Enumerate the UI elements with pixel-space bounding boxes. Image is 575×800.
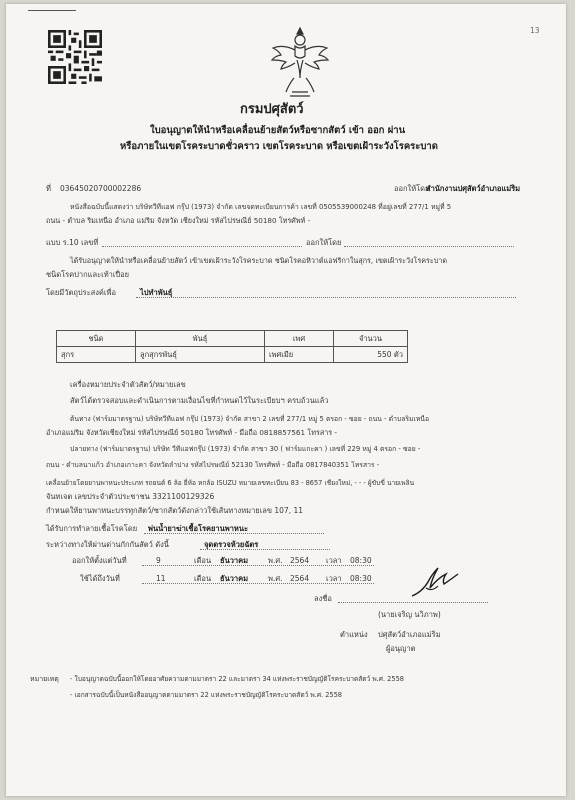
table-header-row [57,331,408,347]
position-value: ปศุสัตว์อำเภอแม่ริม [378,630,441,639]
document-title-line-1: ใบอนุญาตให้นำหรือเคลื่อนย้ายสัตว์หรือซากสัตว์ เข้า ออก ผ่าน [150,125,406,136]
valid-to-month-label: เดือน [194,574,212,583]
origin-line-2: อำเภอแม่ริม จังหวัดเชียงใหม่ รหัสไปรษณีย์ 50180 โทรศัพท์ - มือถือ 0818857561 โทรสาร - [46,428,337,437]
valid-from-year: 2564 [290,556,310,565]
notes-label: หมายเหตุ [30,675,59,683]
garuda-emblem-icon [268,22,332,102]
valid-from-time-label: เวลา [326,556,342,565]
animal-count: 550 ตัว [334,347,408,363]
note-item-2: - เอกสารฉบับนี้เป็นหนังสืออนุญาตตามมาตรา 22 แห่งพระราชบัญญัติโรคระบาดสัตว์ พ.ศ. 2558 [70,691,343,699]
valid-to-month: ธันวาคม [220,574,249,583]
qr-code [48,30,102,84]
valid-to-time-label: เวลา [326,574,342,583]
disinfect-label: ได้รับการทำลายเชื้อโรคโดย [46,524,138,533]
mark-line: เครื่องหมายประจำตัวสัตว์/หมายเลข [70,380,186,389]
signer-role: ผู้อนุญาต [386,644,416,653]
valid-from-year-label: พ.ศ. [268,556,283,565]
destination-line-2: ถนน - ตำบลนาแก้ว อำเภอเกาะคา จังหวัดลำปาง รหัสไปรษณีย์ 52130 โทรศัพท์ - มือถือ 0817840351 โทรสาร - [46,461,380,469]
permission-line: ได้รับอนุญาตให้นำหรือเคลื่อนย้ายสัตว์ เข้าเขตเฝ้าระวังโรคระบาด ชนิดโรคอหิวาต์แอฟริกาในสุกร, เขตเฝ้าระวังโรคระบาด [70,256,448,265]
table-row [57,347,408,363]
valid-to-label: ใช้ได้ถึงวันที่ [80,574,120,583]
top-left-mark [28,10,76,11]
issued-by: สำนักงานปศุสัตว์อำเภอแม่ริม [426,184,521,193]
permit-line-2: ถนน - ตำบล ริมเหนือ อำเภอ แม่ริม จังหวัด เชียงใหม่ รหัสไปรษณีย์ 50180 โทรศัพท์ - [46,216,311,225]
purpose-underline [136,297,516,298]
vehicle-line-2: จันทเจต เลขประจำตัวประชาชน 3321100129326 [46,492,215,501]
valid-from-underline [142,565,374,566]
table-header-cell: พันธุ์ [136,331,265,347]
department-title: กรมปศุสัตว์ [240,102,304,117]
checkpoint-label: ระหว่างทางให้ผ่านด่านกักกันสัตว์ ดังนี้ [46,540,169,549]
disinfect-underline [144,533,324,534]
signature-underline [338,602,488,603]
document-title-line-2: หรือภายในเขตโรคระบาดชั่วคราว เขตโรคระบาด หรือเขตเฝ้าระวังโรคระบาด [120,141,438,152]
animal-table [56,330,408,363]
permit-document [6,4,566,796]
valid-to-day: 11 [156,574,166,583]
purpose-value: ไปทำพันธุ์ [140,288,173,297]
signature-label: ลงชื่อ [314,594,332,603]
valid-to-underline [142,583,374,584]
origin-line-1: ต้นทาง (ฟาร์มมาตรฐาน) บริษัทวีทีแอฟ กรุ๊ป (1973) จำกัด สาขา 2 เลขที่ 277/1 หมู่ 5 ตรอก - ซอย - ถนน - ตำบลริมเหนือ [70,415,430,423]
table-header-cell: จำนวน [334,331,408,347]
valid-from-day: 9 [156,556,161,565]
doc-number: 03645020700002286 [60,184,142,193]
checkpoint-value: จุดตรวจห้วยฉัตร [204,540,259,549]
valid-from-month: ธันวาคม [220,556,249,565]
checkpoint-underline [200,549,330,550]
form-ref-underline [102,246,302,247]
signer-name: (นายเจริญ นวิภาพ) [378,610,441,619]
route-line: กำหนดให้ยานพาหนะบรรทุกสัตว์/ซากสัตว์ดังกล่าวใช้เส้นทางหมายเลข 107, 11 [46,506,303,515]
animal-type: สุกร [57,347,136,363]
valid-to-year: 2564 [290,574,310,583]
issued-by-label: ออกให้โดย [394,184,430,193]
permit-line-1: หนังสือฉบับนี้แสดงว่า บริษัทวีทีแอฟ กรุ๊ป (1973) จำกัด เลขจดทะเบียนการค้า เลขที่ 0505539000248 ที่อยู่เลขที่ 277/1 หมู่ที่ 5 [70,203,452,211]
note-item-1: - ใบอนุญาตฉบับนี้ออกให้โดยอาศัยความตามมาตรา 22 และมาตรา 34 แห่งพระราชบัญญัติโรคระบาดสัตว์ พ.ศ. 2558 [70,675,404,683]
valid-from-label: ออกให้ตั้งแต่วันที่ [72,556,127,565]
valid-to-year-label: พ.ศ. [268,574,283,583]
page-number: 13 [530,26,540,35]
disinfect-value: พ่นน้ำยาฆ่าเชื้อโรคยานพาหนะ [148,524,249,533]
doc-number-label: ที่ [46,184,51,193]
purpose-label: โดยมีวัตถุประสงค์เพื่อ [46,288,116,297]
animal-breed: ลูกสุกรพันธุ์ [136,347,265,363]
form-ref-issued-underline [344,246,514,247]
animal-sex: เพศเมีย [265,347,334,363]
valid-from-month-label: เดือน [194,556,212,565]
form-ref: แบบ ร.10 เลขที่ [46,238,99,247]
table-header-cell: เพศ [265,331,334,347]
position-label: ตำแหน่ง [340,630,368,639]
table-header-cell: ชนิด [57,331,136,347]
vehicle-line-1: เคลื่อนย้ายโดยยานพาหนะประเภท รถยนต์ 6 ล้อ ยี่ห้อ หกล้อ ISUZU หมายเลขทะเบียน 83 - 8657 เชียงใหม่, - - - ผู้ขับขี่ นายเพลิน [46,479,415,487]
form-ref-issued: ออกให้โดย [306,238,342,247]
disease-line: ชนิดโรคปากและเท้าเปื่อย [46,270,130,279]
valid-to-time: 08:30 [350,574,372,583]
valid-from-time: 08:30 [350,556,372,565]
inspection-line: สัตว์ได้ตรวจสอบและดำเนินการตามเงื่อนไขที่กำหนดไว้ในระเบียบฯ ครบถ้วนแล้ว [70,396,329,405]
handwritten-signature [406,562,462,602]
destination-line-1: ปลายทาง (ฟาร์มมาตรฐาน) บริษัท วีทีแอฟกรุ๊ป (1973) จำกัด สาขา 30 ( ฟาร์มแกะคา ) เลขที่ 229 หมู่ 4 ตรอก - ซอย - [70,445,421,453]
